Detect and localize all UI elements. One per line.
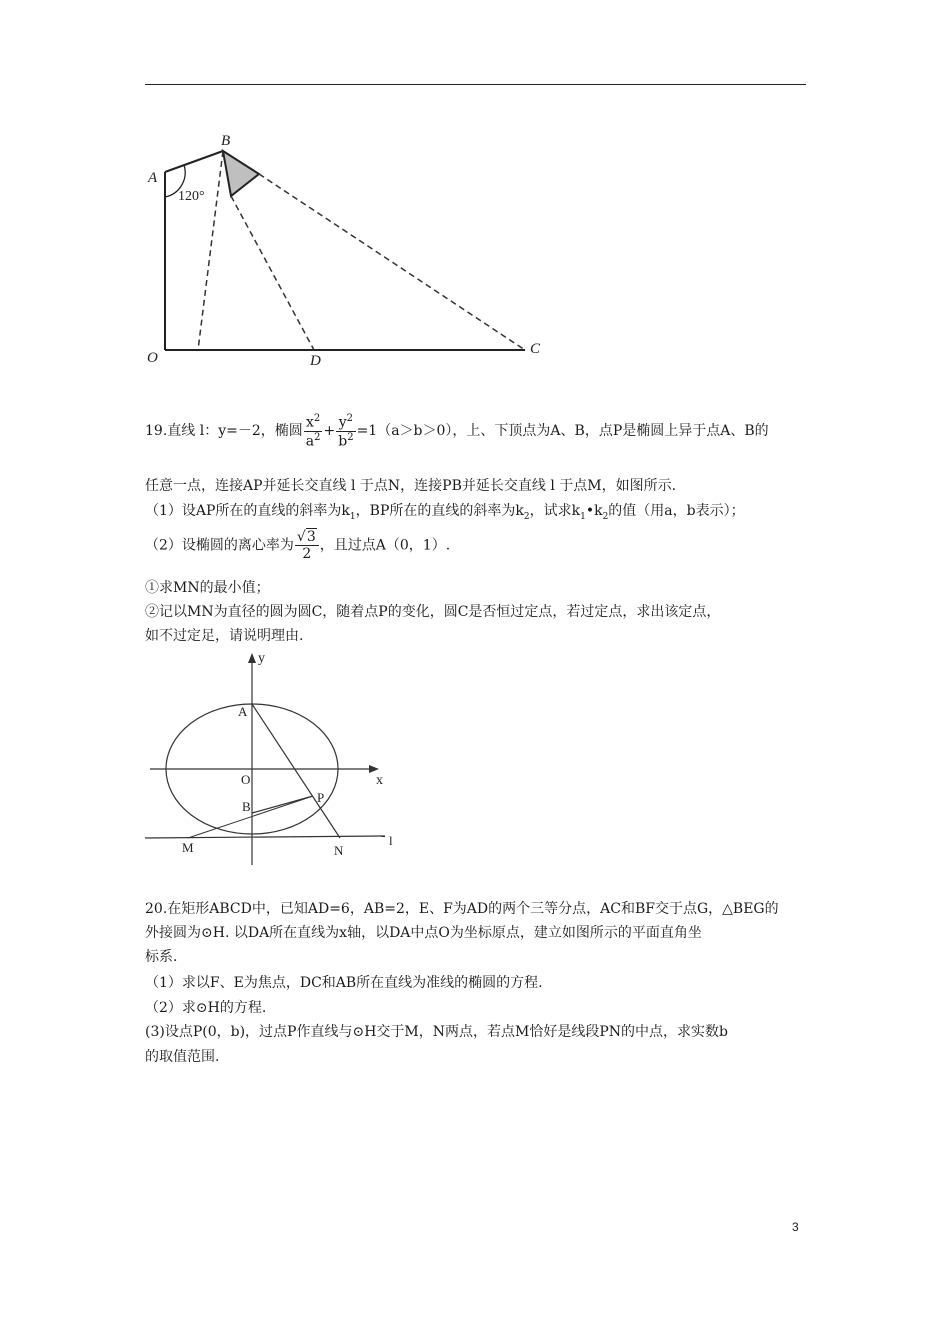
q20-line-3: 标系. <box>145 949 178 965</box>
dashed-line-BC <box>259 174 525 350</box>
label-A: A <box>148 170 158 186</box>
label-M: M <box>182 840 194 855</box>
fraction-x2-a2: $\frac{x^2}{a^2}$ <box>305 413 321 450</box>
q20-line-2: 外接圆为⊙H. 以DA所在直线为x轴，以DA中点O为坐标原点，建立如图所示的平面直角坐 <box>145 925 702 941</box>
dashed-line-left <box>198 151 223 350</box>
q19-line-7: 如不过定足，请说明理由. <box>145 628 304 644</box>
q20-line-5: （2）求⊙H的方程. <box>145 1000 267 1016</box>
label-A2: A <box>238 704 248 719</box>
label-y: y <box>258 651 265 666</box>
segment-AB <box>165 151 223 172</box>
fraction-sqrt3-2: $\frac{√3}{2}$ <box>295 530 319 561</box>
q19-line-1: 19.直线 l：y=－2，椭圆 $\frac{x^2}{a^2}$ + $\frac{y^2}{b^2}$ =1（a＞b＞0），上、下顶点为A、B，点P是椭圆上异于点A、B的 <box>145 413 769 450</box>
page-number: 3 <box>792 1220 799 1234</box>
fraction-y2-b2: $\frac{y^2}{b^2}$ <box>338 413 354 450</box>
label-x: x <box>376 773 383 788</box>
x-axis-arrow <box>369 765 379 773</box>
q19-line-4: （2）设椭圆的离心率为 $\frac{√3}{2}$ ，且过点A（0，1）. <box>145 529 451 562</box>
q20-line-7: 的取值范围. <box>145 1049 220 1065</box>
label-B: B <box>221 133 231 149</box>
shaded-triangle <box>223 151 259 196</box>
dashed-line-BD <box>231 196 314 350</box>
q20-line-6: (3)设点P(0，b)，过点P作直线与⊙H交于M，N两点，若点M恰好是线段PN的中点，求实数b <box>145 1024 728 1040</box>
label-C: C <box>530 341 541 357</box>
q20-line-1: 20.在矩形ABCD中，已知AD=6，AB=2，E、F为AD的两个三等分点，AC和BF交于点G，△BEG的 <box>145 901 779 917</box>
label-angle: 120° <box>178 189 205 204</box>
q20-line-4: （1）求以F、E为焦点，DC和AB所在直线为准线的椭圆的方程. <box>145 975 543 991</box>
label-N: N <box>334 843 344 858</box>
label-O2: O <box>241 772 251 787</box>
line-AN <box>252 704 340 838</box>
label-D: D <box>310 353 321 369</box>
q19-line-2: 任意一点，连接AP并延长交直线 l 于点N，连接PB并延长交直线 l 于点M，如图所示. <box>145 478 677 494</box>
label-O: O <box>147 350 158 366</box>
label-l: l <box>389 833 393 848</box>
line-l <box>145 836 385 838</box>
line-BP <box>252 796 313 813</box>
q19-line-6: ②记以MN为直径的圆为圆C，随着点P的变化，圆C是否恒过定点，若过定点，求出该定点， <box>145 604 721 620</box>
q19-line-3: （1）设AP所在的直线的斜率为$k_1$，BP所在的直线的斜率为$k_2$，试求$k_1•k_2$的值（用a，b表示）； <box>145 503 745 522</box>
label-P: P <box>317 790 325 805</box>
q19-line-5: ①求MN的最小值； <box>145 580 270 596</box>
figure-1-diagram <box>140 125 560 375</box>
y-axis-arrow <box>248 653 256 663</box>
figure-2-ellipse-diagram <box>140 645 410 870</box>
header-rule <box>145 84 806 85</box>
label-B2: B <box>242 799 251 814</box>
